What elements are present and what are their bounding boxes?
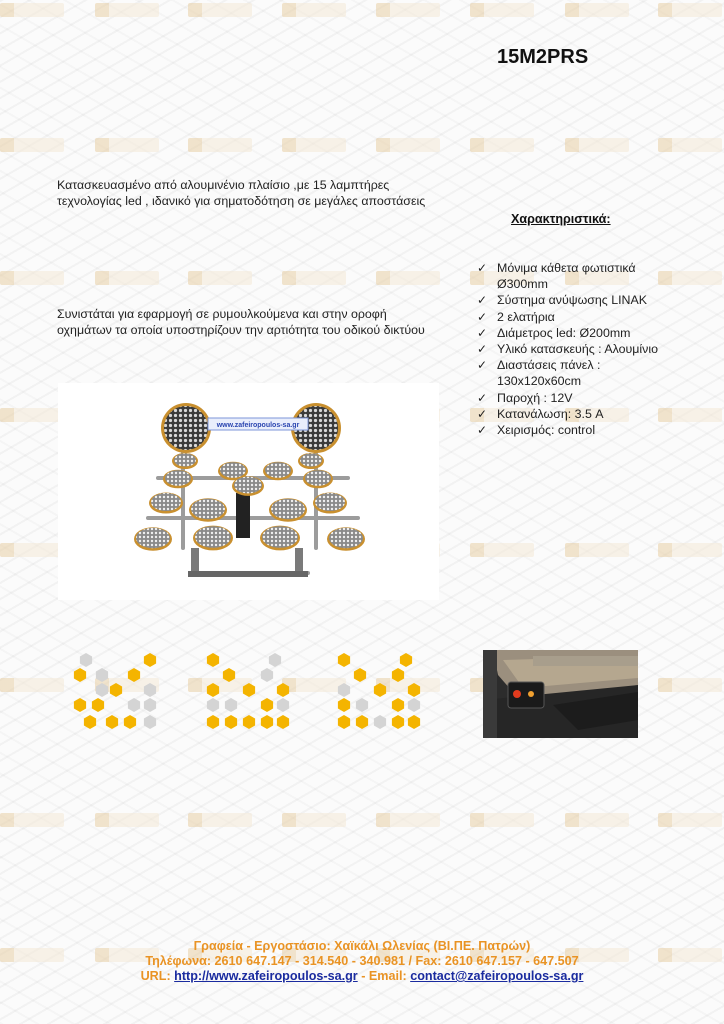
watermark-logo [188, 3, 252, 17]
hex-cell [261, 698, 273, 712]
led-lamp [232, 476, 264, 496]
watermark-logo [565, 138, 629, 152]
hex-pattern-2 [205, 650, 295, 736]
hex-cell [144, 698, 156, 712]
watermark-logo [95, 813, 159, 827]
led-lamp [298, 453, 324, 469]
email-link[interactable]: contact@zafeiropoulos-sa.gr [410, 969, 584, 983]
watermark-logo [658, 543, 722, 557]
hex-cell [225, 698, 237, 712]
hex-cell [400, 653, 412, 667]
check-icon: ✓ [477, 406, 488, 421]
check-icon: ✓ [477, 309, 488, 324]
led-lamp [303, 470, 333, 489]
hex-cell [408, 698, 420, 712]
footer-contact: URL: http://www.zafeiropoulos-sa.gr - Email: contact@zafeiropoulos-sa.gr [140, 969, 584, 983]
hex-cell [269, 653, 281, 667]
watermark-logo [470, 543, 534, 557]
watermark-logo [0, 3, 64, 17]
watermark-logo [658, 3, 722, 17]
application-line-1: Συνιστάται για εφαρμογή σε ρυμουλκούμενα και στην οροφή [57, 307, 387, 321]
feature-item: ✓ Μόνιμα κάθετα φωτιστικά Ø300mm [477, 261, 636, 292]
hex-cell [223, 668, 235, 682]
check-icon: ✓ [477, 261, 488, 275]
hex-cell [128, 698, 140, 712]
features-list [477, 260, 677, 438]
feature-item: ✓ Παροχή : 12V [477, 390, 573, 405]
intro-line-1: Κατασκευασμένο από αλουμινένιο πλαίσιο ,με 15 λαμπτήρες [57, 178, 390, 192]
watermark-logo [470, 813, 534, 827]
hex-cell [277, 715, 289, 729]
feature-item: ✓ Υλικό κατασκευής : Αλουμίνιο [477, 342, 658, 357]
watermark-row [0, 0, 724, 20]
feature-item: ✓ Χειρισμός: control [477, 423, 596, 438]
footer-address: Γραφεία - Εργοστάσιο: Χαϊκάλι Ωλενίας (ΒΙ.ΠΕ. Πατρών) [193, 939, 531, 953]
product-code-title: 15M2PRS [497, 46, 589, 68]
hex-cell [80, 653, 92, 667]
hex-cell [124, 715, 136, 729]
hex-cell [106, 715, 118, 729]
hex-cell [96, 683, 108, 697]
led-lamp [269, 498, 307, 522]
watermark-logo [470, 3, 534, 17]
watermark-logo [565, 543, 629, 557]
footer-phones: Τηλέφωνα: 2610 647.147 - 314.540 - 340.981 / Fax: 2610 647.157 - 647.507 [145, 954, 579, 968]
hex-cell [277, 698, 289, 712]
watermark-logo [0, 813, 64, 827]
check-icon: ✓ [477, 390, 488, 405]
watermark-logo [188, 813, 252, 827]
hex-cell [356, 698, 368, 712]
watermark-logo [376, 3, 440, 17]
watermark-logo [0, 271, 64, 285]
hex-pattern-1 [72, 650, 162, 736]
intro-paragraph [57, 177, 457, 209]
hex-cell [243, 715, 255, 729]
watermark-logo [282, 3, 346, 17]
hex-cell [392, 668, 404, 682]
feature-item: ✓ Διαστάσεις πάνελ : 130x120x60cm [477, 358, 601, 389]
led-lamp [134, 527, 172, 551]
top-lamp-left [161, 403, 211, 453]
watermark-logo [95, 138, 159, 152]
hex-cell [207, 698, 219, 712]
watermark-logo [658, 138, 722, 152]
watermark-logo [188, 271, 252, 285]
led-lamp [193, 526, 233, 551]
intro-line-2: τεχνολογίας led , ιδανικό για σηματοδότηση σε μεγάλες αποστάσεις [57, 194, 426, 208]
check-icon: ✓ [477, 358, 488, 373]
hex-cell [207, 653, 219, 667]
application-paragraph [57, 306, 457, 338]
watermark-logo [95, 3, 159, 17]
hex-cell [144, 683, 156, 697]
hex-cell [261, 715, 273, 729]
check-icon: ✓ [477, 342, 488, 357]
led-lamp [313, 492, 347, 513]
hex-cell [374, 715, 386, 729]
hex-cell [207, 715, 219, 729]
hex-cell [110, 683, 122, 697]
check-icon: ✓ [477, 423, 488, 438]
hex-cell [338, 715, 350, 729]
feature-item: ✓ 2 ελατήρια [477, 309, 555, 324]
hex-cell [261, 668, 273, 682]
hex-cell [243, 683, 255, 697]
hex-cell [338, 698, 350, 712]
hex-cell [338, 653, 350, 667]
watermark-logo [0, 138, 64, 152]
hex-cell [338, 683, 350, 697]
hex-cell [207, 683, 219, 697]
hex-cell [144, 715, 156, 729]
hex-cell [128, 668, 140, 682]
hex-cell [356, 715, 368, 729]
hex-cell [92, 698, 104, 712]
hex-cell [74, 698, 86, 712]
led-lamp [163, 470, 193, 489]
watermark-logo [0, 543, 64, 557]
check-icon: ✓ [477, 293, 488, 308]
hex-cell [277, 683, 289, 697]
product-banner-text: www.zafeiropoulos-sa.gr [216, 422, 300, 429]
application-line-2: οχημάτων τα οποία υποστηρίζουν την αρτιότητα του οδικού δικτύου [57, 323, 425, 337]
watermark-logo [658, 678, 722, 692]
watermark-logo [376, 138, 440, 152]
hex-cell [354, 668, 366, 682]
watermark-logo [565, 3, 629, 17]
watermark-row [0, 810, 724, 830]
feature-item: ✓ Κατανάλωση: 3.5 A [477, 406, 604, 421]
led-lamp [327, 527, 365, 551]
hex-cell [84, 715, 96, 729]
led-lamp [189, 498, 227, 522]
hex-cell [392, 698, 404, 712]
led-lamp [260, 526, 300, 551]
feature-item: ✓ Σύστημα ανύψωσης LINAK [477, 293, 648, 308]
check-icon: ✓ [477, 325, 488, 340]
hex-cell [144, 653, 156, 667]
led-lamp [172, 453, 198, 469]
led-lamp [263, 462, 293, 481]
hex-cell [392, 715, 404, 729]
hex-cell [74, 668, 86, 682]
watermark-logo [0, 678, 64, 692]
footer [0, 939, 724, 984]
watermark-logo [282, 813, 346, 827]
watermark-row [0, 135, 724, 155]
watermark-logo [0, 408, 64, 422]
watermark-logo [376, 813, 440, 827]
hex-cell [96, 668, 108, 682]
watermark-logo [282, 271, 346, 285]
hex-cell [408, 715, 420, 729]
features-heading: Χαρακτηριστικά: [511, 212, 611, 226]
watermark-logo [376, 271, 440, 285]
hex-cell [374, 683, 386, 697]
watermark-logo [565, 813, 629, 827]
watermark-logo [282, 138, 346, 152]
website-link[interactable]: http://www.zafeiropoulos-sa.gr [174, 969, 358, 983]
hex-pattern-3 [336, 650, 426, 736]
feature-item: ✓ Διάμετρος led: Ø200mm [477, 325, 631, 340]
controller-photo [483, 650, 638, 738]
hex-cell [225, 715, 237, 729]
watermark-logo [95, 271, 159, 285]
watermark-logo [470, 138, 534, 152]
watermark-logo [658, 813, 722, 827]
product-photo [58, 383, 439, 600]
led-lamp [149, 492, 183, 513]
hex-cell [408, 683, 420, 697]
watermark-logo [188, 138, 252, 152]
